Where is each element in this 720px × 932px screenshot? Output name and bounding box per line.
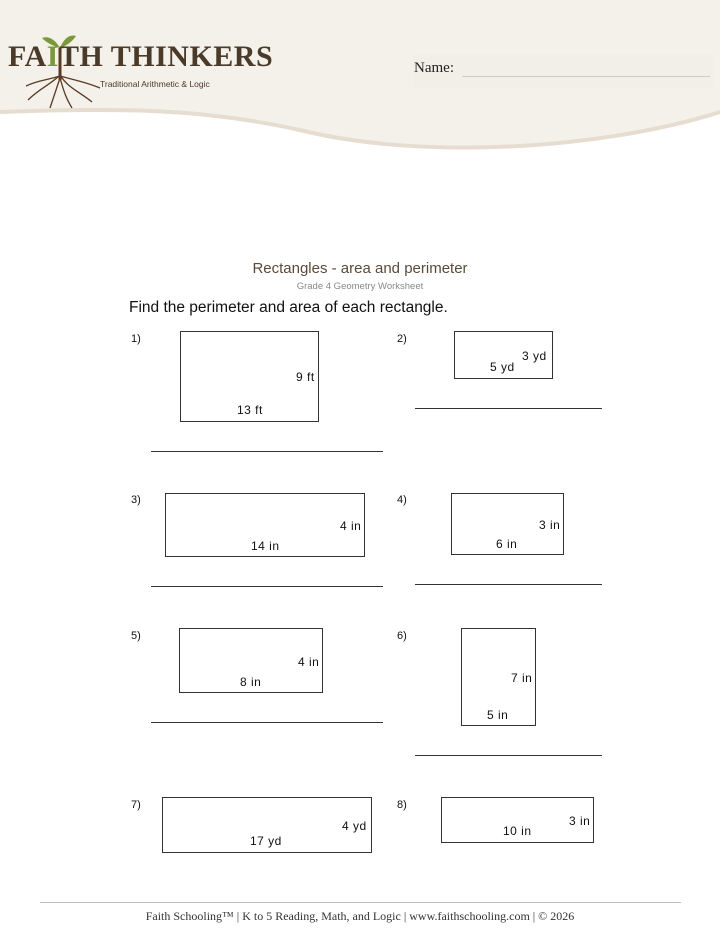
width-label: 17 yd xyxy=(250,834,282,848)
answer-line[interactable] xyxy=(151,586,383,587)
worksheet-subtitle: Grade 4 Geometry Worksheet xyxy=(296,281,424,292)
footer-text: Faith Schooling™ | K to 5 Reading, Math, and Logic | www.faithschooling.com | © 2026 xyxy=(145,909,575,923)
worksheet-instructions: Find the perimeter and area of each rectangle. xyxy=(129,299,448,316)
answer-line[interactable] xyxy=(415,408,602,409)
brand-logo-i: I xyxy=(46,40,59,73)
problem-number: 8) xyxy=(397,799,407,811)
problem-number: 1) xyxy=(131,333,141,345)
answer-line[interactable] xyxy=(151,451,383,452)
name-field[interactable] xyxy=(462,76,710,77)
width-label: 8 in xyxy=(240,675,262,689)
brand-tagline: Traditional Arithmetic & Logic xyxy=(100,79,210,89)
answer-line[interactable] xyxy=(415,755,602,756)
worksheet-title: Rectangles - area and perimeter xyxy=(252,260,468,277)
problem-number: 2) xyxy=(397,333,407,345)
height-label: 4 in xyxy=(298,655,320,669)
width-label: 5 in xyxy=(487,708,509,722)
height-label: 3 yd xyxy=(522,349,547,363)
height-label: 4 in xyxy=(340,519,362,533)
height-label: 9 ft xyxy=(296,370,315,384)
problem-number: 4) xyxy=(397,494,407,506)
name-label: Name: xyxy=(414,60,454,76)
width-label: 5 yd xyxy=(490,360,515,374)
width-label: 13 ft xyxy=(237,403,263,417)
name-box xyxy=(413,54,713,88)
answer-line[interactable] xyxy=(151,722,383,723)
width-label: 14 in xyxy=(251,539,280,553)
problem-number: 6) xyxy=(397,630,407,642)
width-label: 6 in xyxy=(496,537,518,551)
height-label: 4 yd xyxy=(342,819,367,833)
problem-number: 3) xyxy=(131,494,141,506)
answer-line[interactable] xyxy=(415,584,602,585)
height-label: 3 in xyxy=(539,518,561,532)
problem-number: 5) xyxy=(131,630,141,642)
brand-logo xyxy=(8,40,273,74)
brand-logo-part-2: TH THINKERS xyxy=(58,40,274,73)
height-label: 7 in xyxy=(511,671,533,685)
width-label: 10 in xyxy=(503,824,532,838)
problem-number: 7) xyxy=(131,799,141,811)
footer-divider xyxy=(40,902,681,903)
brand-logo-part-1: FA xyxy=(8,40,47,73)
height-label: 3 in xyxy=(569,814,591,828)
